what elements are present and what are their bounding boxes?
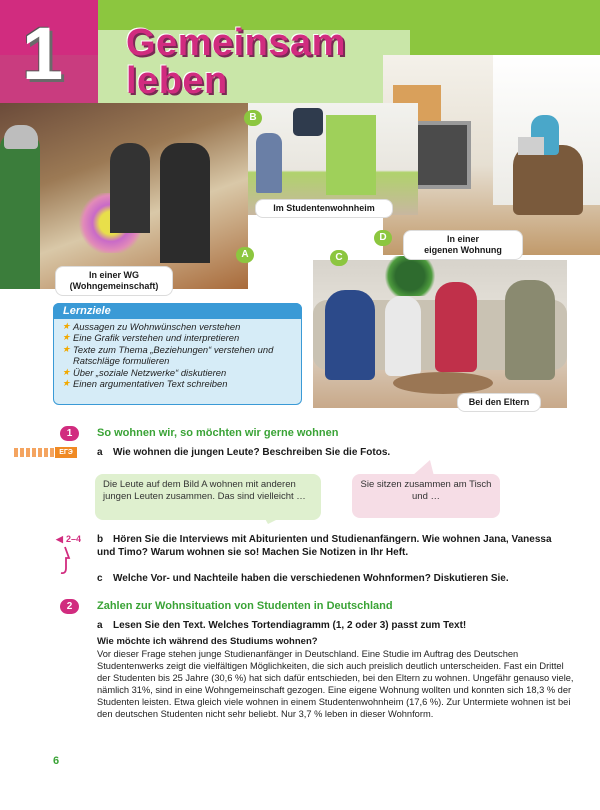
reading-text-title: Wie möchte ich während des Studiums wohnen? (97, 636, 318, 647)
audio-icon: ◀ (56, 534, 63, 544)
exam-tag: ЕГЭ (55, 447, 77, 458)
caption-with-parents: Bei den Eltern (458, 394, 540, 411)
reading-text-body: Vor dieser Frage stehen junge Studienanfänger in Deutschland. Eine Studie im Auftrag des Deutschen Studentenwerks zeigt die vielfältigen Möglichkeiten, die sich auch preislich deutlich unterscheiden. Fast ein Drittel der Studenten bis 25 Jahre (30,6 %) hat sich dafür entschieden, bei den Eltern zu wohnen. Ungefähr genauso viele, nämlich 31%, sind in eine Wohngemeinschaft gezogen. Eine eigene Wohnung wollten und konnten sich 18,3 % der Studenten leisten. Etwa gleich viele wohnen in einem Studentenwohnheim (17,6 %). Zur Untermiete wohnen ist bei den deutschen Studenten nicht sehr beliebt. Nur 3,7 % leben in dieser Wohnform. (97, 649, 574, 719)
person-left (0, 133, 40, 289)
caption-student-dorm: Im Studentenwohnheim (256, 200, 392, 217)
grey-cap (4, 125, 38, 149)
learning-goal-item: ★ Einen argumentativen Text schreiben (62, 378, 228, 390)
backpack (293, 108, 323, 136)
learning-goals-list (62, 321, 300, 389)
mother-figure (435, 282, 477, 372)
photo-shared-flat (0, 103, 248, 289)
pen-icon (58, 546, 72, 576)
star-icon: ★ (62, 343, 71, 354)
chapter-title: Gemeinsam leben (126, 22, 346, 102)
star-icon: ★ (62, 366, 71, 377)
learning-goal-item: ★ Eine Grafik verstehen und interpretieren (62, 332, 240, 344)
photo-badge-b: B (244, 110, 262, 126)
caption-own-apartment: In einer eigenen Wohnung (404, 231, 522, 259)
exercise-2-title: Zahlen zur Wohnsituation von Studenten in Deutschland (97, 600, 393, 612)
exercise-1-title: So wohnen wir, so möchten wir gerne wohnen (97, 427, 339, 439)
son-figure (505, 280, 555, 380)
exercise-1-task-b: b Hören Sie die Interviews mit Abiturienten und Studienanfängern. Wie wohnen Jana, Vanessa und Timo? Warum wohnen sie so! Machen Sie Notizen in Ihr Heft. (97, 534, 552, 558)
exercise-2-task-a: a Lesen Sie den Text. Welches Tortendiagramm (1, 2 oder 3) passt zum Text! (97, 620, 467, 631)
learning-goal-item: ★ Aussagen zu Wohnwünschen verstehen (62, 321, 241, 332)
star-icon: ★ (62, 332, 71, 343)
learning-goal-item: ★ Texte zum Thema „Beziehungen“ verstehen und Ratschläge formulieren (62, 343, 274, 367)
father-figure (325, 290, 375, 380)
speech-bubble-example-1: Die Leute auf dem Bild A wohnen mit anderen jungen Leuten zusammen. Das sind vielleicht … (95, 474, 321, 520)
house-plant (380, 256, 440, 296)
caption-shared-flat: In einer WG (Wohngemeinschaft) (56, 267, 172, 295)
exercise-1-task-a: a Wie wohnen die jungen Leute? Beschreiben Sie die Fotos. (97, 447, 391, 458)
student-figure (256, 133, 282, 193)
star-icon: ★ (62, 378, 71, 389)
exam-tag-stripes (14, 448, 54, 457)
person-right (160, 143, 210, 263)
speech-bubble-example-2: Sie sitzen zusammen am Tisch und … (352, 474, 500, 518)
green-shelf (326, 115, 376, 195)
boy-figure (385, 296, 421, 376)
photo-badge-d: D (374, 230, 392, 246)
armchair (513, 145, 583, 215)
learning-goals-heading: Lernziele (53, 303, 302, 319)
exercise-1-number: 1 (60, 426, 79, 441)
exercise-1-task-c: c Welche Vor- und Nachteile haben die verschiedenen Wohnformen? Diskutieren Sie. (97, 573, 509, 584)
star-icon: ★ (62, 321, 71, 331)
photo-badge-a: A (236, 247, 254, 263)
laptop (518, 137, 544, 155)
photo-student-dorm (248, 103, 418, 215)
speech-bubble-tail (260, 510, 296, 524)
photo-badge-c: C (330, 250, 348, 266)
coffee-table (393, 372, 493, 394)
person-middle (110, 143, 150, 233)
page-number: 6 (53, 755, 60, 767)
exercise-2-number: 2 (60, 599, 79, 614)
audio-track-reference: 2–4 (66, 534, 82, 544)
photo-with-parents (313, 260, 567, 408)
learning-goal-item: ★ Über „soziale Netzwerke“ diskutieren (62, 366, 227, 378)
chapter-number: 1 (22, 12, 64, 95)
